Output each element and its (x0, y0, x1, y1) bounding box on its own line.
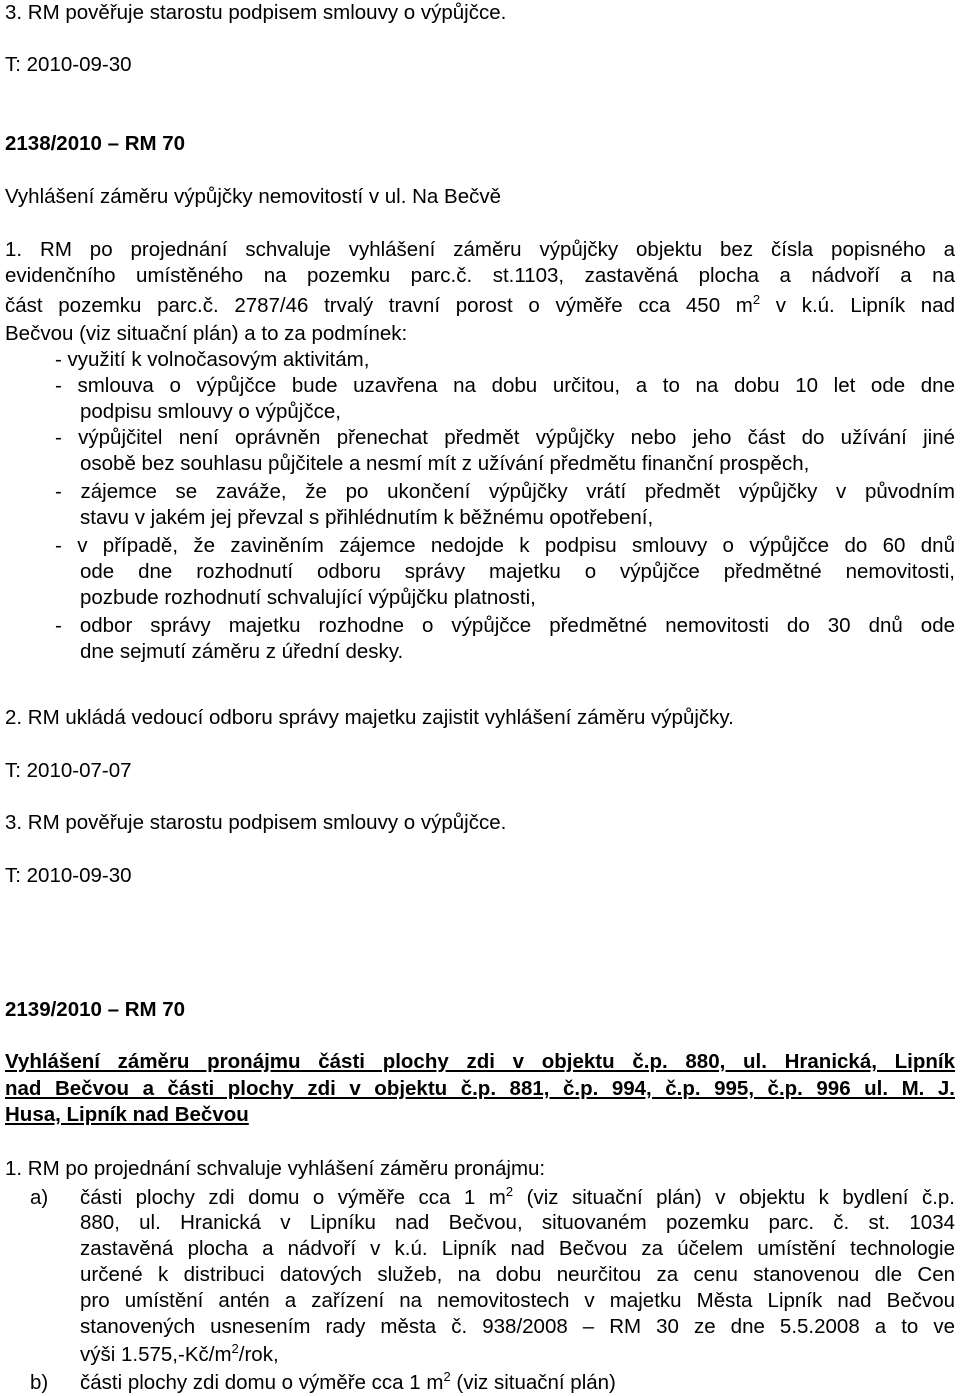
res2139-item-1: 1. RM po projednání schvaluje vyhlášení záměru pronájmu: (5, 1157, 546, 1180)
res2138-item1-line3-text: část pozemku parc.č. 2787/46 trvalý travní porost o výměře cca 450 m (5, 294, 753, 317)
condition-5-line2: ode dne rozhodnutí odboru správy majetku o výpůjčce předmětné nemovitosti, (80, 560, 955, 583)
superscript-2: 2 (752, 292, 761, 308)
item-a-line7-text: výši 1.575,-Kč/m (80, 1343, 232, 1366)
superscript-2: 2 (505, 1184, 514, 1200)
item-b-label: b) (30, 1371, 49, 1394)
resolution-2138-title: Vyhlášení záměru výpůjčky nemovitostí v ul. Na Bečvě (5, 185, 502, 208)
condition-2-line2: podpisu smlouvy o výpůjčce, (80, 400, 341, 423)
item-b-line1-tail: (viz situační plán) (450, 1371, 616, 1394)
superscript-2: 2 (443, 1369, 451, 1385)
item-a-line7-tail: /rok, (238, 1343, 279, 1366)
res2138-item1-line2: evidenčního umístěného na pozemku parc.č. st.1103, zastavěná plocha a nádvoří a na (5, 264, 955, 287)
resolution-2138-number: 2138/2010 – RM 70 (5, 132, 186, 155)
res2138-item1-line1: 1. RM po projednání schvaluje vyhlášení záměru výpůjčky objektu bez čísla popisného a (5, 238, 955, 261)
condition-5-line3: pozbude rozhodnutí schvalující výpůjčku platnosti, (80, 586, 536, 609)
res2138-item1-line3 (5, 293, 955, 319)
item-a-line7 (80, 1342, 279, 1368)
item-a-line3: zastavěná plocha a nádvoří v k.ú. Lipník nad Bečvou za účelem umístění technologie (80, 1237, 955, 1260)
condition-4-line1: - zájemce se zaváže, že po ukončení výpůjčky vrátí předmět výpůjčky v původním (55, 480, 955, 503)
item-a-line1-tail: (viz situační plán) v objektu k bydlení č.p. (513, 1186, 955, 1209)
resolution-2139-title-line1: Vyhlášení záměru pronájmu části plochy zdi v objektu č.p. 880, ul. Hranická, Lipník (5, 1050, 955, 1073)
condition-3-line2: osobě bez souhlasu půjčitele a nesmí mít z užívání předmětu finanční prospěch, (80, 452, 810, 475)
resolution-2139-number: 2139/2010 – RM 70 (5, 998, 186, 1021)
item-a-line5: pro umístění antén a zařízení na nemovitostech v majetku Města Lipník nad Bečvou (80, 1289, 955, 1312)
item-a-line4: určené k distribuci datových služeb, na dobu neurčitou za cenu stanovenou dle Cen (80, 1263, 955, 1286)
condition-1: - využití k volnočasovým aktivitám, (55, 348, 370, 371)
item-a-line1 (80, 1185, 955, 1211)
top-deadline: T: 2010-09-30 (5, 53, 132, 76)
item-b-line1-text: části plochy zdi domu o výměře cca 1 m (80, 1371, 444, 1394)
resolution-2139-title-line2: nad Bečvou a části plochy zdi v objektu č.p. 881, č.p. 994, č.p. 995, č.p. 996 ul. M. J. (5, 1077, 955, 1100)
item-b-line1 (80, 1370, 616, 1396)
condition-6-line2: dne sejmutí záměru z úřední desky. (80, 640, 404, 663)
res2138-item-2: 2. RM ukládá vedoucí odboru správy majetku zajistit vyhlášení záměru výpůjčky. (5, 706, 734, 729)
res2138-deadline-3: T: 2010-09-30 (5, 864, 132, 887)
res2138-deadline-2: T: 2010-07-07 (5, 759, 132, 782)
top-item-3: 3. RM pověřuje starostu podpisem smlouvy o výpůjčce. (5, 1, 507, 24)
res2138-item1-line4: Bečvou (viz situační plán) a to za podmínek: (5, 322, 408, 345)
res2138-item1-line3-tail: v k.ú. Lipník nad (760, 294, 955, 317)
condition-3-line1: - výpůjčitel není oprávněn přenechat předmět výpůjčky nebo jeho část do užívání jiné (55, 426, 955, 449)
item-a-line1-text: části plochy zdi domu o výměře cca 1 m (80, 1186, 506, 1209)
superscript-2: 2 (231, 1341, 239, 1357)
item-a-label: a) (30, 1186, 49, 1209)
res2138-item-3: 3. RM pověřuje starostu podpisem smlouvy o výpůjčce. (5, 811, 507, 834)
item-a-line2: 880, ul. Hranická v Lipníku nad Bečvou, situovaném pozemku parc. č. st. 1034 (80, 1211, 955, 1234)
condition-4-line2: stavu v jakém jej převzal s přihlédnutím k běžnému opotřebení, (80, 506, 654, 529)
resolution-2139-title-line3: Husa, Lipník nad Bečvou (5, 1103, 249, 1126)
condition-6-line1: - odbor správy majetku rozhodne o výpůjčce předmětné nemovitosti do 30 dnů ode (55, 614, 955, 637)
item-a-line6: stanovených usnesením rady města č. 938/2008 – RM 30 ze dne 5.5.2008 a to ve (80, 1315, 955, 1338)
condition-5-line1: - v případě, že zaviněním zájemce nedojde k podpisu smlouvy o výpůjčce do 60 dnů (55, 534, 955, 557)
condition-2-line1: - smlouva o výpůjčce bude uzavřena na dobu určitou, a to na dobu 10 let ode dne (55, 374, 955, 397)
